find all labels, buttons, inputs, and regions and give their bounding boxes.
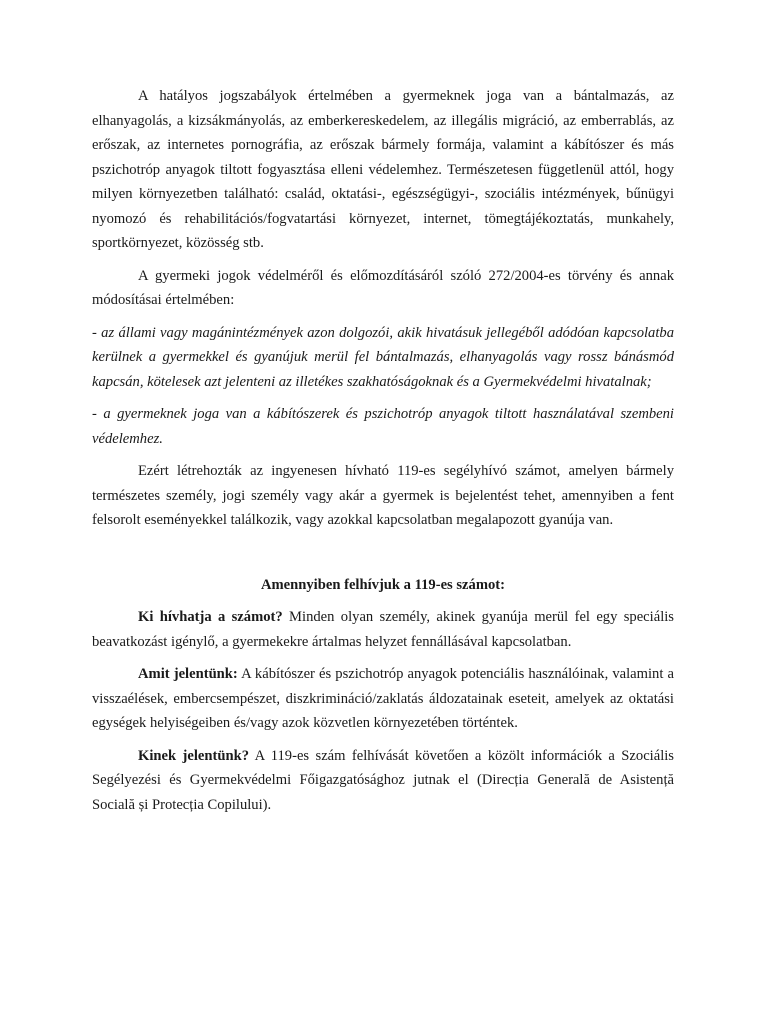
document-page (92, 84, 674, 825)
qa-question: Kinek jelentünk? (138, 747, 250, 764)
bullet-drug-protection: - a gyermeknek joga van a kábítószerek és pszichotróp anyagok tiltott használatával szembeni védelemhez. (92, 406, 674, 447)
bullet-reporting-duty: - az állami vagy magánintézmények azon dolgozói, akik hivatásuk jellegéből adódóan kapcsolatba kerülnek a gyermekkel és gyanújuk merül fel bántalmazás, elhanyagolás vagy rossz bánásmód kapcsán, kötelesek azt jelenteni az illetékes szakhatóságoknak és a Gyermekvédelmi hivatalnak; (92, 324, 674, 390)
qa-answer: A kábítószer és pszichotróp anyagok potenciális használóinak, valamint a visszaélések, embercsempészet, diszkrimináció/zaklatás áldozatainak eseteit, amelyek az oktatási egységek helyiségeiben és/vagy azok közvetlen környezetében történtek. (92, 666, 674, 731)
paragraph-rights: A hatályos jogszabályok értelmében a gyermeknek joga van a bántalmazás, az elhanyagolás, a kizsákmányolás, az emberkereskedelem, az illegális migráció, az emberrablás, az erőszak, az internetes pornográfia, az erőszak bármely formája, valamint a kábítószer és más pszichotróp anyagok tiltott fogyasztása elleni védelemhez. Természetesen függetlenül attól, hogy milyen környezetben található: család, oktatási-, egészségügyi-, szociális intézmények, bűnügyi nyomozó és rehabilitációs/fogvatartási környezet, internet, tömegtájékoztatás, munkahely, sportkörnyezet, közösség stb. (92, 88, 674, 251)
qa-what-to-report (92, 662, 674, 736)
paragraph-law: A gyermeki jogok védelméről és előmozdításáról szóló 272/2004-es törvény és annak módosításai értelmében: (92, 267, 674, 308)
qa-question: Ki hívhatja a számot? (138, 609, 283, 625)
qa-who-can-call (92, 605, 674, 654)
section-heading: Amennyiben felhívjuk a 119-es számot: (260, 576, 506, 593)
qa-answer: Minden olyan személy, akinek gyanúja merül fel egy speciális beavatkozást igénylő, a gyermekekre ártalmas helyzet fennállásával kapcsolatban. (92, 609, 674, 650)
qa-question: Amit jelentünk: (138, 666, 238, 682)
qa-answer: A 119-es szám felhívását követően a közölt információk a Szociális Segélyezési és Gyermekvédelmi Főigazgatósághoz jutnak el (Direcția Generală de Asistență Socială și Protecția Copilului). (92, 747, 674, 813)
paragraph-hotline: Ezért létrehozták az ingyenesen hívható 119-es segélyhívó számot, amelyen bármely természetes személy, jogi személy vagy akár a gyermek is bejelentést tehet, amennyiben a fent felsorolt eseményekkel találkozik, vagy azokkal kapcsolatban megalapozott gyanúja van. (92, 463, 674, 528)
qa-whom-to-report (92, 744, 674, 818)
